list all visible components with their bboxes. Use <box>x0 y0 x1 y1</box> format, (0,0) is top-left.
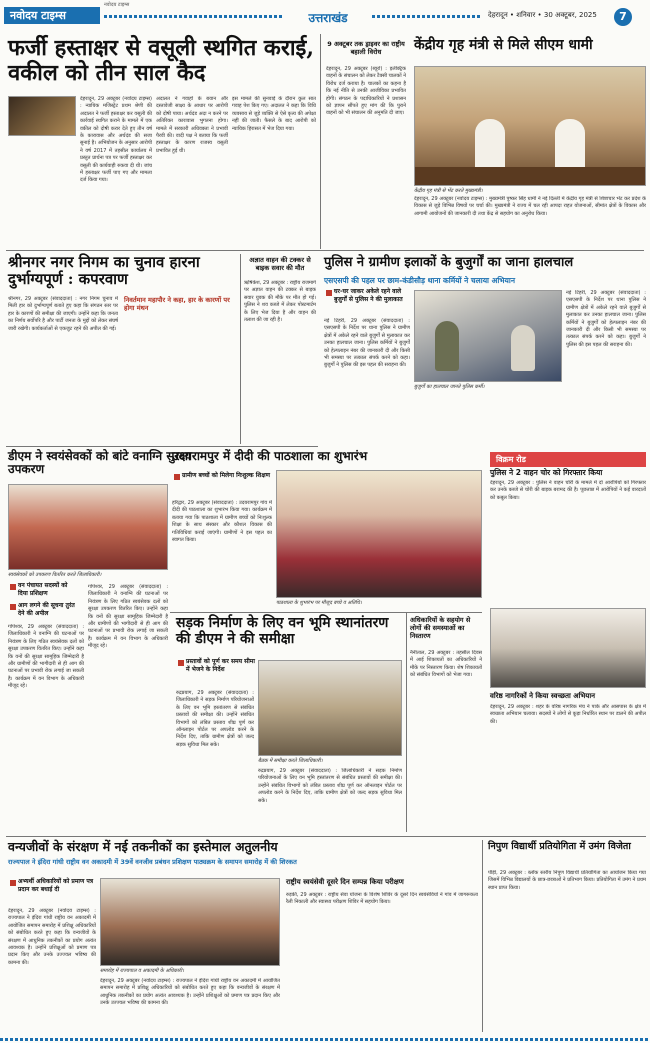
nipun-body: पौड़ी, 29 अक्टूबर : ब्लॉक स्तरीय निपुण विद्यार्थी प्रतियोगिता का आयोजन किया गया जिसमें विभिन्न विद्यालयों के छात्र-छात्राओं ने प्रतिभाग किया। प्रतियोगिता में उमंग ने प्रथम स्थान प्राप्त किया। <box>488 870 646 891</box>
wildlife-caption: समारोह में राज्यपाल व अकादमी के अधिकारी। <box>100 968 184 974</box>
dateline: देहरादून • शनिवार • 30 अक्टूबर, 2025 <box>488 11 597 19</box>
seniors-body: देहरादून, 29 अक्टूबर : शहर के वरिष्ठ नागरिक मंच ने पार्क और आसपास के क्षेत्र में स्वच्छता अभियान चलाया। सदस्यों ने लोगों से कूड़ा निर्धारित स्थान पर डालने की अपील की। <box>490 704 646 725</box>
forest-land-photo <box>258 660 402 756</box>
dm-volunteers-bullet1: वन पंचायत सदस्यों को दिया प्रशिक्षण <box>18 582 68 597</box>
dm-volunteers-body: गोपेश्वर, 29 अक्टूबर (संवाददाता) : जिलाधिकारी ने वनाग्नि की घटनाओं पर नियंत्रण के लिए गठित स्वयंसेवक दलों को सुरक्षा उपकरण वितरित किए। उन्होंने कहा कि वनों की सुरक्षा सामूहिक जिम्मेदारी है और ग्रामीणों की भागीदारी से ही आग की घटनाओं पर प्रभावी रोक लगाई जा सकती है। कार्यक्रम में वन विभाग के अधिकारी मौजूद रहे। <box>8 624 84 690</box>
page-number: 7 <box>614 8 632 26</box>
brand-logo: नवोदय टाइम्स <box>4 7 100 24</box>
bullet-icon <box>10 880 16 886</box>
police-elderly-body: नई टिहरी, 29 अक्टूबर (संवाददाता) : एसएसपी के निर्देश पर थाना पुलिस ने ग्रामीण क्षेत्रों में अकेले रहने वाले बुजुर्गों से मुलाकात कर उनका हालचाल जाना। पुलिस कर्मियों ने बुजुर्गों को हेल्पलाइन नंबर की जानकारी दी और किसी भी समस्या पर तत्काल संपर्क करने को कहा। बुजुर्गों ने पुलिस की इस पहल की सराहना की। <box>324 318 410 369</box>
police-elderly-headline: पुलिस ने ग्रामीण इलाकों के बुजुर्गों का जाना हालचाल <box>324 255 574 270</box>
cm-meeting-photo <box>414 66 646 186</box>
srinagar-headline: श्रीनगर नगर निगम का चुनाव हारना दुर्भाग्यपूर्ण : कपरवाण <box>8 253 200 288</box>
bullet-icon <box>10 604 16 610</box>
dm-volunteers-bullet2: आग लगने की सूचना तुरंत देने की अपील <box>18 602 75 617</box>
lead-body-col3: इस मामले की सुनवाई के दौरान कुल सात गवाह पेश किए गए। अदालत ने कहा कि विधि व्यवसाय से जुड़े व्यक्ति से ऐसे कृत्य की अपेक्षा नहीं की जाती। फैसले के बाद आरोपी को न्यायिक हिरासत में भेज दिया गया। <box>232 96 316 132</box>
accident-headline: अज्ञात वाहन की टक्कर से बाइक सवार की मौत <box>249 256 311 273</box>
vikram-road-subhead: पुलिस ने 2 वाहन चोर को गिरफ्तार किया <box>490 468 603 477</box>
wildlife-headline: वन्यजीवों के संरक्षण में नई तकनीकों का इस्तेमाल अतुलनीय <box>8 839 278 854</box>
pathshala-caption: पाठशाला के शुभारंभ पर मौजूद बच्चे व अतिथि। <box>276 600 362 606</box>
police-elderly-bullet: घर-घर जाकर अकेले रहने वाले बुजुर्गों से पुलिस ने की मुलाकात <box>334 288 403 303</box>
dm-volunteers-headline: डीएम ने स्वयंसेवकों को बांटे वनाग्नि सुरक्षा उपकरण <box>8 449 192 477</box>
grievance-headline: अधिकारियों के सहयोग से लोगों की समस्याओं का निस्तारण <box>410 616 471 641</box>
bullet-icon <box>326 290 332 296</box>
masthead <box>0 0 650 28</box>
box-story-headline: 9 अक्टूबर तक ड्राइवर का राष्ट्रीय बहाली विरोध <box>327 40 405 57</box>
nss-body: रुड़की, 29 अक्टूबर : राष्ट्रीय सेवा योजना के विशेष शिविर के दूसरे दिन स्वयंसेवियों ने गांव में जागरूकता रैली निकाली और स्वास्थ्य परीक्षण शिविर में सहयोग किया। <box>286 892 478 906</box>
police-elderly-caption: बुजुर्गों का हालचाल जानते पुलिस कर्मी। <box>414 384 485 390</box>
footer-stripe <box>0 1035 650 1043</box>
section-title: उत्तराखंड <box>308 11 348 25</box>
edition-label: नवोदय टाइम्स <box>104 2 130 8</box>
cm-meeting-caption: केंद्रीय गृह मंत्री से भेंट करते मुख्यमंत्री। <box>414 188 483 194</box>
bullet-icon <box>178 660 184 666</box>
cm-meeting-headline: केंद्रीय गृह मंत्री से मिले सीएम धामी <box>414 37 593 53</box>
bullet-icon <box>174 474 180 480</box>
pathshala-bullet: ग्रामीण बच्चों को मिलेगा निःशुल्क शिक्षण <box>182 472 270 479</box>
police-elderly-body-col2: नई टिहरी, 29 अक्टूबर (संवाददाता) : एसएसपी के निर्देश पर थाना पुलिस ने ग्रामीण क्षेत्रों में अकेले रहने वाले बुजुर्गों से मुलाकात कर उनका हालचाल जाना। पुलिस कर्मियों ने बुजुर्गों को हेल्पलाइन नंबर की जानकारी दी और किसी भी समस्या पर तत्काल संपर्क करने को कहा। बुजुर्गों ने पुलिस की इस पहल की सराहना की। <box>566 290 646 348</box>
forest-land-body-col2: रुद्रप्रयाग, 29 अक्टूबर (संवाददाता) : जिलाधिकारी ने सड़क निर्माण परियोजनाओं के लिए वन भूमि हस्तांतरण से संबंधित प्रस्तावों की समीक्षा की। उन्होंने संबंधित विभागों को लंबित प्रस्ताव शीघ्र पूर्ण कर ऑनलाइन पोर्टल पर अपलोड करने के निर्देश दिए, ताकि ग्रामीण क्षेत्रों को जल्द सड़क सुविधा मिल सके। <box>258 768 402 804</box>
srinagar-body: श्रीनगर, 29 अक्टूबर (संवाददाता) : नगर निगम चुनाव में मिली हार को दुर्भाग्यपूर्ण बताते हुए कहा कि संगठन स्तर पर हार के कारणों की समीक्षा की जाएगी। उन्होंने कहा कि जनता का निर्णय सर्वोपरि है और पार्टी जनता के मुद्दों को लेकर संघर्ष जारी रखेगी। कार्यकर्ताओं से एकजुट रहने की अपील की गई। <box>8 296 118 332</box>
accident-body: ऋषिकेश, 29 अक्टूबर : राष्ट्रीय राजमार्ग पर अज्ञात वाहन की टक्कर से बाइक सवार युवक की मौके पर मौत हो गई। पुलिस ने शव कब्जे में लेकर पोस्टमार्टम के लिए भेज दिया है और वाहन की तलाश की जा रही है। <box>244 280 316 324</box>
wildlife-photo <box>100 878 280 966</box>
seniors-headline: वरिष्ठ नागरिकों ने किया स्वच्छता अभियान <box>490 692 596 700</box>
header-stripe-right <box>372 15 482 18</box>
wildlife-bullet: अभ्यर्थी अधिकारियों को प्रमाण पत्र प्रदान कर बधाई दी <box>18 878 94 893</box>
lead-headline: फर्जी हस्ताक्षर से वसूली स्थगित कराई, वकील को तीन साल कैद <box>8 35 314 86</box>
vikram-road-body: देहरादून, 29 अक्टूबर : पुलिस ने वाहन चोरी के मामले में दो आरोपियों को गिरफ्तार कर उनके कब्जे से चोरी की बाइक बरामद की है। पूछताछ में आरोपियों ने कई वारदातों को कबूल किया। <box>490 480 646 501</box>
pathshala-body: हरिद्वार, 29 अक्टूबर (संवाददाता) : उदयरामपुर गांव में दीदी की पाठशाला का शुभारंभ किया गया। कार्यक्रम में बताया गया कि पाठशाला में ग्रामीण बच्चों को निःशुल्क शिक्षा के साथ संस्कार और कौशल विकास की गतिविधियां कराई जाएंगी। ग्रामीणों ने इस पहल का स्वागत किया। <box>172 500 272 544</box>
vikram-road-label: विक्रम रोड <box>490 452 646 467</box>
pathshala-photo <box>276 470 482 598</box>
forest-land-body: रुद्रप्रयाग, 29 अक्टूबर (संवाददाता) : जिलाधिकारी ने सड़क निर्माण परियोजनाओं के लिए वन भूमि हस्तांतरण से संबंधित प्रस्तावों की समीक्षा की। उन्होंने संबंधित विभागों को लंबित प्रस्ताव शीघ्र पूर्ण कर ऑनलाइन पोर्टल पर अपलोड करने के निर्देश दिए, ताकि ग्रामीण क्षेत्रों को जल्द सड़क सुविधा मिल सके। <box>176 690 254 748</box>
forest-land-caption: बैठक में समीक्षा करते जिलाधिकारी। <box>258 758 323 764</box>
forest-land-bullet: प्रस्तावों को पूर्ण कर समय सीमा में भेजने के निर्देश <box>186 658 255 673</box>
grievance-body: नैनीताल, 29 अक्टूबर : तहसील दिवस में आई शिकायतों का अधिकारियों ने मौके पर निस्तारण किया। शेष शिकायतों को संबंधित विभागों को भेजा गया। <box>410 650 482 679</box>
bullet-icon <box>10 584 16 590</box>
dm-volunteers-body-col2: गोपेश्वर, 29 अक्टूबर (संवाददाता) : जिलाधिकारी ने वनाग्नि की घटनाओं पर नियंत्रण के लिए गठित स्वयंसेवक दलों को सुरक्षा उपकरण वितरित किए। उन्होंने कहा कि वनों की सुरक्षा सामूहिक जिम्मेदारी है और ग्रामीणों की भागीदारी से ही आग की घटनाओं पर प्रभावी रोक लगाई जा सकती है। कार्यक्रम में वन विभाग के अधिकारी मौजूद रहे। <box>88 584 168 650</box>
nipun-headline: निपुण विद्यार्थी प्रतियोगिता में उमंग विजेता <box>488 841 631 852</box>
dm-volunteers-caption: स्वयंसेवकों को उपकरण वितरित करते जिलाधिकारी। <box>8 572 102 578</box>
lead-body-col1: देहरादून, 29 अक्टूबर (नवोदय टाइम्स) : न्यायिक मजिस्ट्रेट प्रथम श्रेणी की अदालत ने फर्जी हस्ताक्षर कर वसूली की कार्रवाई स्थगित कराने के मामले में एक वकील को दोषी करार देते हुए तीन वर्ष के कारावास और अर्थदंड की सजा सुनाई है। अभियोजन के अनुसार आरोपी ने वर्ष 2017 में तहसील कार्यालय में प्रस्तुत प्रार्थना पत्र पर फर्जी हस्ताक्षर कर वसूली की कार्यवाही रुकवा दी थी। जांच में हस्ताक्षर फर्जी पाए गए और मामला दर्ज किया गया। <box>80 96 152 184</box>
dm-volunteers-photo <box>8 484 168 570</box>
police-elderly-photo <box>414 290 562 382</box>
seniors-photo <box>490 608 646 688</box>
box-story-body: देहरादून, 29 अक्टूबर (ब्यूरो) : इलेक्ट्रिक वाहनों के संचालन को लेकर टैक्सी चालकों ने विरोध दर्ज कराया है। चालकों का कहना है कि नई नीति से उनकी आजीविका प्रभावित होगी। संगठन के पदाधिकारियों ने प्रशासन को ज्ञापन सौंपते हुए मांग की कि पुराने वाहनों को भी संचालन की अनुमति दी जाए। <box>326 66 406 117</box>
wildlife-body: देहरादून, 29 अक्टूबर (नवोदय टाइम्स) : राज्यपाल ने इंदिरा गांधी राष्ट्रीय वन अकादमी में आयोजित समापन समारोह में प्रशिक्षु अधिकारियों को संबोधित करते हुए कहा कि वन्यजीवों के संरक्षण में आधुनिक तकनीकों का प्रयोग अत्यंत आवश्यक है। उन्होंने प्रशिक्षुओं को प्रमाण पत्र प्रदान किए और उनके उज्ज्वल भविष्य की कामना की। <box>8 908 96 966</box>
lead-body-col2: अदालत ने गवाहों के बयान और दस्तावेजी साक्ष्य के आधार पर आरोपी को दोषी पाया। अर्थदंड अदा न करने पर अतिरिक्त कारावास भुगतना होगा। मामले में सरकारी अधिवक्ता ने प्रभावी पैरवी की। वादी पक्ष ने बताया कि फर्जी हस्ताक्षर के कारण राजस्व वसूली प्रभावित हुई थी। <box>156 96 228 154</box>
nss-headline: राष्ट्रीय स्वयंसेवी दूसरे दिन सम्पन्न किया परीक्षण <box>286 878 404 886</box>
police-elderly-subhead: एसएसपी की पहल पर छाम-कंडीसौड़ थाना कर्मियों ने चलाया अभियान <box>324 276 515 285</box>
wildlife-body-col2: देहरादून, 29 अक्टूबर (नवोदय टाइम्स) : राज्यपाल ने इंदिरा गांधी राष्ट्रीय वन अकादमी में आयोजित समापन समारोह में प्रशिक्षु अधिकारियों को संबोधित करते हुए कहा कि वन्यजीवों के संरक्षण में आधुनिक तकनीकों का प्रयोग अत्यंत आवश्यक है। उन्होंने प्रशिक्षुओं को प्रमाण पत्र प्रदान किए और उनके उज्ज्वल भविष्य की कामना की। <box>100 978 280 1007</box>
forest-land-headline: सड़क निर्माण के लिए वन भूमि स्थानांतरण की डीएम ने की समीक्षा <box>176 615 389 647</box>
wildlife-subhead: राज्यपाल ने इंदिरा गांधी राष्ट्रीय वन अकादमी में 39वें वनजीव प्रबंधन प्रशिक्षण पाठ्यक्रम के समापन समारोह में की शिरकत <box>8 858 297 866</box>
header-stripe-left <box>104 15 284 18</box>
gavel-photo <box>8 96 76 136</box>
srinagar-subhead: निवर्तमान महापौर ने कहा, हार के कारणों पर होगा मंथन <box>124 296 230 313</box>
pathshala-headline: उदयरामपुर में दीदी की पाठशाला का शुभारंभ <box>172 449 368 463</box>
cm-meeting-body: देहरादून, 29 अक्टूबर (नवोदय टाइम्स) : मुख्यमंत्री पुष्कर सिंह धामी ने नई दिल्ली में केंद्रीय गृह मंत्री से शिष्टाचार भेंट कर प्रदेश के विकास से जुड़े विभिन्न विषयों पर चर्चा की। मुख्यमंत्री ने राज्य में चल रही आपदा राहत योजनाओं, सीमांत क्षेत्रों के विकास और आगामी आयोजनों की जानकारी दी तथा केंद्र से सहयोग का अनुरोध किया। <box>414 196 646 217</box>
